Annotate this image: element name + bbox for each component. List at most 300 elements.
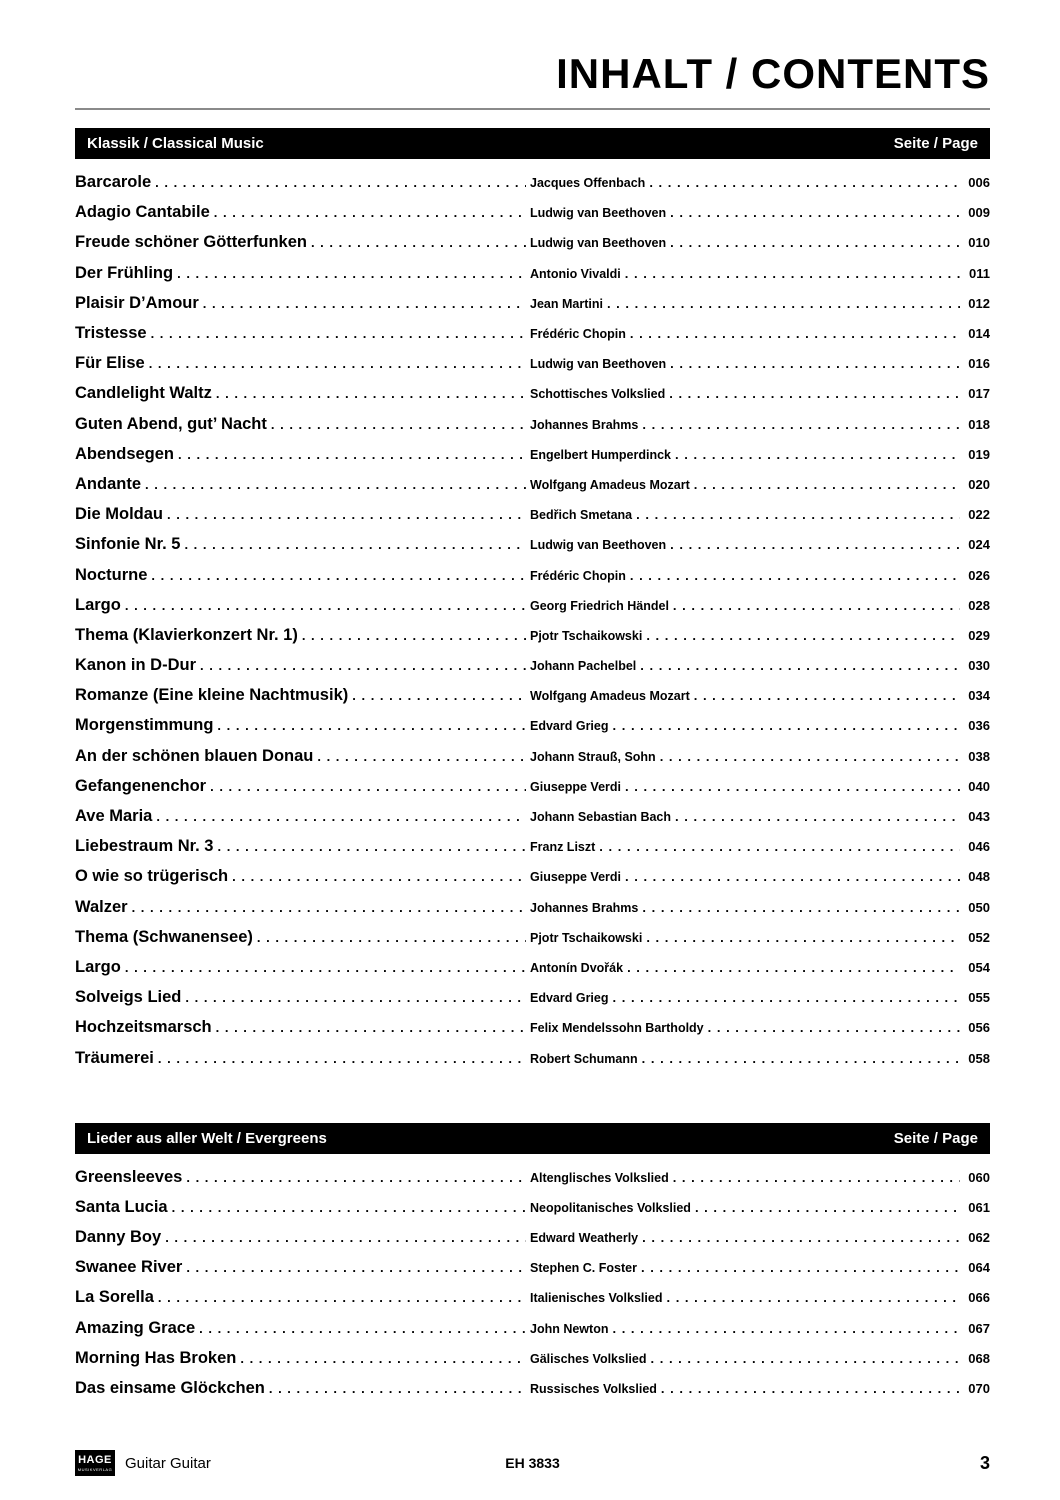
composer: Edvard Grieg — [530, 719, 609, 734]
sections — [75, 128, 990, 1409]
toc-row-left — [75, 1349, 530, 1368]
piece-title: Thema (Klavierkonzert Nr. 1) — [75, 625, 298, 644]
toc-row-left — [75, 233, 530, 252]
page-number: 066 — [968, 1290, 990, 1306]
dot-leader — [214, 204, 526, 219]
toc-row-left — [75, 1168, 530, 1187]
toc-row — [75, 324, 990, 354]
piece-title: Swanee River — [75, 1258, 183, 1277]
dot-leader — [145, 476, 526, 491]
dot-leader — [185, 989, 526, 1004]
piece-title: Abendsegen — [75, 444, 175, 463]
page-number: 046 — [968, 839, 990, 855]
toc-row — [75, 928, 990, 958]
toc-row-right — [530, 476, 990, 492]
dot-leader — [669, 385, 960, 400]
toc-row-right — [530, 627, 990, 643]
toc-row-left — [75, 1258, 530, 1277]
toc-row-right — [530, 385, 990, 401]
composer: Johann Sebastian Bach — [530, 810, 672, 825]
section-header — [75, 1123, 990, 1154]
toc-row — [75, 1319, 990, 1349]
piece-title: Tristesse — [75, 324, 147, 343]
dot-leader — [199, 1320, 526, 1335]
toc-row — [75, 475, 990, 505]
section-header — [75, 128, 990, 159]
toc-row-right — [530, 717, 990, 733]
page-number: 014 — [968, 326, 990, 342]
footer-code: EH 3833 — [505, 1455, 560, 1471]
toc-row-right — [530, 899, 990, 915]
section-page-label: Seite / Page — [893, 1129, 978, 1147]
dot-leader — [666, 1289, 960, 1304]
publisher-logo-subtext: MUSIKVERLAG — [77, 1466, 113, 1472]
composer: Ludwig van Beethoven — [530, 357, 667, 372]
toc-row — [75, 505, 990, 535]
dot-leader — [641, 1259, 960, 1274]
toc-row — [75, 233, 990, 263]
page-number: 020 — [968, 476, 990, 492]
toc-row-right — [530, 234, 990, 250]
piece-title: Danny Boy — [75, 1228, 162, 1247]
composer: Ludwig van Beethoven — [530, 206, 667, 221]
page-number: 056 — [968, 1020, 990, 1036]
dot-leader — [216, 1019, 526, 1034]
toc-row — [75, 1018, 990, 1048]
piece-title: Largo — [75, 595, 121, 614]
piece-title: Largo — [75, 957, 121, 976]
section-title: Lieder aus aller Welt / Evergreens — [87, 1129, 327, 1147]
piece-title: Hochzeitsmarsch — [75, 1018, 212, 1037]
dot-leader — [178, 446, 526, 461]
dot-leader — [694, 687, 961, 702]
composer: Edvard Grieg — [530, 991, 609, 1006]
dot-leader — [630, 325, 960, 340]
toc-row-right — [530, 838, 990, 854]
composer: Edward Weatherly — [530, 1231, 639, 1246]
toc-row-left — [75, 837, 530, 856]
toc-row-right — [530, 1050, 990, 1066]
page-number: 030 — [968, 658, 990, 674]
dot-leader — [165, 1229, 526, 1244]
toc-row-right — [530, 657, 990, 673]
page-number: 024 — [968, 537, 990, 553]
toc-row-right — [530, 1289, 990, 1305]
toc-section — [75, 1123, 990, 1410]
dot-leader — [158, 1050, 526, 1065]
dot-leader — [186, 1259, 526, 1274]
toc-row-left — [75, 958, 530, 977]
toc-row — [75, 988, 990, 1018]
toc-row — [75, 958, 990, 988]
page-number: 062 — [968, 1230, 990, 1246]
dot-leader — [670, 355, 960, 370]
page-number: 054 — [968, 959, 990, 975]
toc-row — [75, 837, 990, 867]
toc-row-left — [75, 384, 530, 403]
dot-leader — [216, 385, 526, 400]
dot-leader — [217, 838, 526, 853]
piece-title: Liebestraum Nr. 3 — [75, 837, 214, 856]
dot-leader — [200, 657, 526, 672]
page-number: 016 — [968, 356, 990, 372]
dot-leader — [607, 295, 960, 310]
toc-row — [75, 1379, 990, 1409]
toc-row-left — [75, 1379, 530, 1398]
composer: Felix Mendelssohn Bartholdy — [530, 1021, 704, 1036]
dot-leader — [155, 174, 526, 189]
toc-row-right — [530, 567, 990, 583]
toc-row-right — [530, 778, 990, 794]
page-number: 011 — [969, 265, 990, 281]
page-number: 028 — [968, 597, 990, 613]
dot-leader — [670, 234, 960, 249]
toc-row-right — [530, 536, 990, 552]
dot-leader — [661, 1380, 960, 1395]
toc-row-left — [75, 294, 530, 313]
piece-title: Der Frühling — [75, 263, 174, 282]
toc-row-left — [75, 1228, 530, 1247]
toc-row — [75, 777, 990, 807]
toc-row — [75, 596, 990, 626]
toc-row-left — [75, 173, 530, 192]
toc-row-left — [75, 1319, 530, 1338]
toc-row-right — [530, 1169, 990, 1185]
composer: Italienisches Volkslied — [530, 1291, 663, 1306]
composer: Schottisches Volkslied — [530, 387, 666, 402]
page-number: 060 — [968, 1169, 990, 1185]
dot-leader — [149, 355, 526, 370]
toc-row-right — [530, 597, 990, 613]
dot-leader — [172, 1199, 526, 1214]
composer: Wolfgang Amadeus Mozart — [530, 477, 690, 492]
toc-row-left — [75, 596, 530, 615]
page-number: 026 — [968, 567, 990, 583]
toc-row-right — [530, 748, 990, 764]
page-number: 018 — [968, 416, 990, 432]
dot-leader — [232, 868, 526, 883]
toc-row — [75, 445, 990, 475]
dot-leader — [240, 1350, 526, 1365]
page-number: 040 — [968, 778, 990, 794]
toc-row-left — [75, 777, 530, 796]
section-title: Klassik / Classical Music — [87, 135, 264, 153]
dot-leader — [625, 868, 960, 883]
piece-title: Kanon in D-Dur — [75, 656, 196, 675]
composer: Russisches Volkslied — [530, 1382, 657, 1397]
dot-leader — [694, 476, 961, 491]
toc-row — [75, 898, 990, 928]
dot-leader — [269, 1380, 526, 1395]
composer: Giuseppe Verdi — [530, 779, 622, 794]
dot-leader — [642, 1050, 961, 1065]
toc-row-right — [530, 1380, 990, 1396]
page-number: 009 — [968, 205, 990, 221]
page-number: 019 — [968, 446, 990, 462]
toc-row — [75, 415, 990, 445]
toc-row — [75, 1228, 990, 1258]
toc-row-right — [530, 1019, 990, 1035]
piece-title: Solveigs Lied — [75, 988, 182, 1007]
toc-row — [75, 626, 990, 656]
page-number: 050 — [968, 899, 990, 915]
toc-row-right — [530, 959, 990, 975]
dot-leader — [695, 1199, 960, 1214]
composer: Wolfgang Amadeus Mozart — [530, 689, 690, 704]
page-number: 058 — [968, 1050, 990, 1066]
toc-row-left — [75, 626, 530, 645]
toc-row — [75, 203, 990, 233]
composer: Frédéric Chopin — [530, 568, 626, 583]
toc-row-left — [75, 656, 530, 675]
toc-row-right — [530, 174, 990, 190]
composer: Giuseppe Verdi — [530, 870, 622, 885]
toc-row-right — [530, 1320, 990, 1336]
dot-leader — [651, 1350, 961, 1365]
toc-row-left — [75, 898, 530, 917]
piece-title: Santa Lucia — [75, 1197, 168, 1216]
dot-leader — [186, 1169, 526, 1184]
composer: Engelbert Humperdinck — [530, 447, 671, 462]
toc-row-right — [530, 1229, 990, 1245]
composer: Pjotr Tschaikowski — [530, 628, 643, 643]
toc-row-left — [75, 445, 530, 464]
composer: Pjotr Tschaikowski — [530, 930, 643, 945]
piece-title: Das einsame Glöckchen — [75, 1379, 265, 1398]
composer: Johann Pachelbel — [530, 659, 637, 674]
composer: John Newton — [530, 1321, 609, 1336]
toc-row — [75, 354, 990, 384]
dot-leader — [642, 899, 960, 914]
page-number: 036 — [968, 718, 990, 734]
composer: Franz Liszt — [530, 840, 596, 855]
dot-leader — [670, 204, 960, 219]
toc-row-left — [75, 354, 530, 373]
toc-row — [75, 173, 990, 203]
composer: Antonio Vivaldi — [530, 266, 621, 281]
page-number: 068 — [968, 1350, 990, 1366]
dot-leader — [613, 717, 961, 732]
dot-leader — [132, 899, 526, 914]
toc-row — [75, 1168, 990, 1198]
dot-leader — [177, 265, 526, 280]
toc-row-right — [530, 1199, 990, 1215]
toc-row-left — [75, 1049, 530, 1068]
dot-leader — [151, 325, 526, 340]
composer: Georg Friedrich Händel — [530, 598, 669, 613]
toc-row-left — [75, 324, 530, 343]
dot-leader — [642, 1229, 960, 1244]
dot-leader — [156, 808, 526, 823]
toc-row-left — [75, 928, 530, 947]
toc-row — [75, 656, 990, 686]
toc-row-right — [530, 325, 990, 341]
piece-title: Plaisir D’Amour — [75, 293, 199, 312]
toc-row-right — [530, 416, 990, 432]
toc-row-left — [75, 867, 530, 886]
composer: Gälisches Volkslied — [530, 1351, 647, 1366]
page-number: 010 — [968, 235, 990, 251]
dot-leader — [660, 748, 961, 763]
dot-leader — [675, 808, 960, 823]
page-number: 012 — [968, 295, 990, 311]
toc-row — [75, 294, 990, 324]
toc-row-left — [75, 566, 530, 585]
dot-leader — [151, 567, 526, 582]
piece-title: Morgenstimmung — [75, 716, 214, 735]
dot-leader — [613, 989, 961, 1004]
toc-row-left — [75, 807, 530, 826]
dot-leader — [203, 295, 526, 310]
page-number: 064 — [968, 1260, 990, 1276]
dot-leader — [311, 234, 526, 249]
toc-row-left — [75, 415, 530, 434]
toc-row — [75, 1049, 990, 1079]
composer: Jean Martini — [530, 296, 603, 311]
toc-row-left — [75, 203, 530, 222]
dot-leader — [646, 929, 960, 944]
piece-title: Adagio Cantabile — [75, 203, 210, 222]
dot-leader — [640, 657, 960, 672]
toc-row-left — [75, 1288, 530, 1307]
page-title: INHALT / CONTENTS — [556, 50, 990, 97]
dot-leader — [210, 778, 526, 793]
toc-row-right — [530, 808, 990, 824]
page-number: 070 — [968, 1381, 990, 1397]
page-number: 022 — [968, 507, 990, 523]
dot-leader — [625, 778, 960, 793]
footer-left — [75, 1450, 505, 1476]
toc-row-left — [75, 747, 530, 766]
dot-leader — [158, 1289, 526, 1304]
piece-title: Amazing Grace — [75, 1318, 196, 1337]
page-number: 061 — [968, 1199, 990, 1215]
piece-title: Ave Maria — [75, 807, 153, 826]
page-number: 038 — [968, 748, 990, 764]
composer: Robert Schumann — [530, 1051, 638, 1066]
page-number: 055 — [968, 990, 990, 1006]
piece-title: Sinfonie Nr. 5 — [75, 535, 181, 554]
toc-row — [75, 566, 990, 596]
page-number: 017 — [968, 386, 990, 402]
piece-title: Guten Abend, gut’ Nacht — [75, 414, 267, 433]
toc-row — [75, 747, 990, 777]
toc-row — [75, 384, 990, 414]
toc-row — [75, 716, 990, 746]
toc-row-right — [530, 929, 990, 945]
toc-row-left — [75, 264, 530, 283]
piece-title: Für Elise — [75, 354, 145, 373]
piece-title: Walzer — [75, 897, 128, 916]
toc-row — [75, 686, 990, 716]
publisher-logo — [75, 1450, 115, 1476]
dot-leader — [317, 748, 526, 763]
dot-leader — [646, 627, 960, 642]
dot-leader — [302, 627, 526, 642]
composer: Frédéric Chopin — [530, 327, 626, 342]
dot-leader — [184, 536, 526, 551]
toc-row-right — [530, 687, 990, 703]
dot-leader — [642, 416, 960, 431]
footer-brand: Guitar Guitar — [125, 1454, 211, 1472]
composer: Ludwig van Beethoven — [530, 236, 667, 251]
dot-leader — [271, 416, 526, 431]
dot-leader — [599, 838, 960, 853]
dot-leader — [675, 446, 960, 461]
toc-row-left — [75, 686, 530, 705]
page-number: 048 — [968, 869, 990, 885]
piece-title: Träumerei — [75, 1048, 154, 1067]
piece-title: O wie so trügerisch — [75, 867, 229, 886]
piece-title: Greensleeves — [75, 1167, 183, 1186]
toc-row — [75, 1198, 990, 1228]
dot-leader — [167, 506, 526, 521]
toc-row-right — [530, 204, 990, 220]
dot-leader — [670, 536, 960, 551]
composer: Bedřich Smetana — [530, 508, 633, 523]
toc-row-right — [530, 989, 990, 1005]
page-number: 052 — [968, 929, 990, 945]
toc-row — [75, 1288, 990, 1318]
piece-title: Morning Has Broken — [75, 1348, 237, 1367]
piece-title: Die Moldau — [75, 505, 164, 524]
toc-row-left — [75, 505, 530, 524]
composer: Johannes Brahms — [530, 417, 639, 432]
publisher-logo-text: HAGE — [78, 1453, 112, 1466]
dot-leader — [125, 959, 526, 974]
dot-leader — [352, 687, 526, 702]
toc-row-left — [75, 716, 530, 735]
toc-row-right — [530, 868, 990, 884]
page-number: 034 — [968, 688, 990, 704]
composer: Altenglisches Volkslied — [530, 1170, 669, 1185]
dot-leader — [636, 506, 960, 521]
piece-title: An der schönen blauen Donau — [75, 746, 314, 765]
page-number: 006 — [968, 175, 990, 191]
piece-title: Andante — [75, 474, 141, 493]
page-number: 029 — [968, 627, 990, 643]
composer: Johann Strauß, Sohn — [530, 749, 656, 764]
toc-row-left — [75, 988, 530, 1007]
piece-title: Nocturne — [75, 565, 148, 584]
composer: Antonín Dvořák — [530, 960, 624, 975]
toc-row-right — [530, 506, 990, 522]
piece-title: Gefangenenchor — [75, 776, 207, 795]
toc-row-right — [530, 1259, 990, 1275]
section-page-label: Seite / Page — [893, 135, 978, 153]
toc-row-right — [530, 295, 990, 311]
dot-leader — [625, 265, 961, 280]
toc-row — [75, 264, 990, 294]
toc-row — [75, 867, 990, 897]
composer: Johannes Brahms — [530, 900, 639, 915]
composer: Stephen C. Foster — [530, 1261, 637, 1276]
toc-row-right — [530, 1350, 990, 1366]
piece-title: Candlelight Waltz — [75, 384, 212, 403]
piece-title: La Sorella — [75, 1288, 154, 1307]
page-number: 067 — [968, 1320, 990, 1336]
toc-row — [75, 1349, 990, 1379]
composer: Ludwig van Beethoven — [530, 538, 667, 553]
dot-leader — [630, 567, 960, 582]
dot-leader — [649, 174, 960, 189]
footer-page-number: 3 — [980, 1452, 991, 1473]
dot-leader — [125, 597, 526, 612]
title-rule — [75, 108, 990, 110]
dot-leader — [627, 959, 960, 974]
dot-leader — [708, 1019, 961, 1034]
page-number: 043 — [968, 809, 990, 825]
